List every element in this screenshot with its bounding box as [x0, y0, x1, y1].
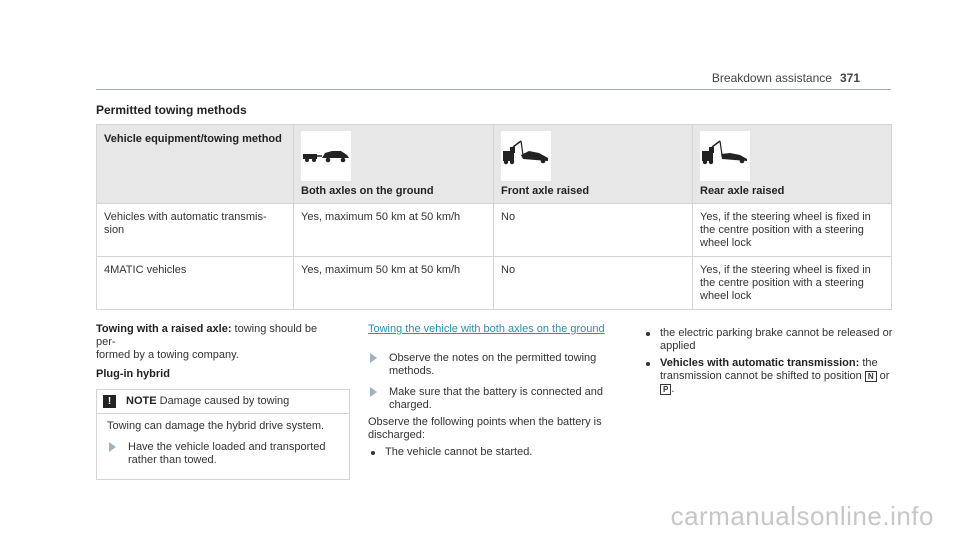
gear-p-key: P [660, 384, 671, 395]
hybrid-heading: Plug-in hybrid [96, 368, 170, 380]
gear-n-key: N [865, 371, 877, 382]
method-label: Both axles on the ground [301, 185, 434, 197]
car-towed-both-axles-icon [301, 131, 351, 181]
step-arrow-icon [370, 387, 377, 397]
note-step [107, 441, 339, 467]
tow-truck-front-raised-icon [501, 131, 551, 181]
method-label: Rear axle raised [700, 185, 785, 197]
warning-icon: ! [103, 395, 116, 408]
cell-both-axles: Yes, maximum 50 km at 50 km/h [294, 204, 494, 257]
header-front-axle-raised [494, 125, 693, 204]
method-label: Front axle raised [501, 185, 590, 197]
list-item [368, 446, 618, 459]
note-text: Towing can damage the hybrid drive system. [107, 420, 325, 432]
towing-methods-table [96, 124, 892, 310]
header-both-axles [294, 125, 494, 204]
column-left [96, 323, 336, 480]
header-rear-axle-raised [693, 125, 892, 204]
running-title: Breakdown assistance [711, 71, 832, 85]
step-text: Observe the notes on the permitted towing methods. [389, 352, 597, 377]
table-row [97, 257, 892, 310]
discharged-intro: Observe the following points when the battery is discharged: [368, 416, 602, 441]
cell-rear-axle: Yes, if the steering wheel is fixed in the centre position with a steering wheel lock [693, 257, 892, 310]
step-arrow-icon [109, 442, 116, 452]
table-row [97, 204, 892, 257]
header-rule [96, 89, 891, 90]
step-text: Make sure that the battery is connected and charged. [389, 386, 604, 411]
bullet-text: Vehicles with automatic transmission: the transmission cannot be shifted to position N or P . [660, 357, 890, 395]
running-header [712, 72, 860, 85]
note-header [97, 390, 349, 414]
bullet-icon [646, 332, 650, 336]
towing-both-axles-link[interactable]: Towing the vehicle with both axles on the ground [368, 323, 605, 335]
header-equipment: Vehicle equipment/towing method [97, 125, 294, 204]
cell-rear-axle: Yes, if the steering wheel is fixed in the centre position with a steering wheel lock [693, 204, 892, 257]
cell-both-axles: Yes, maximum 50 km at 50 km/h [294, 257, 494, 310]
bullet-text: the electric parking brake cannot be released or applied [660, 327, 893, 352]
tow-truck-rear-raised-icon [700, 131, 750, 181]
raised-axle-label: Towing with a raised axle: [96, 323, 232, 335]
cell-equipment: 4MATIC vehicles [97, 257, 294, 310]
watermark: carmanualsonline.info [670, 501, 934, 531]
column-right [643, 323, 893, 400]
list-item [643, 357, 893, 396]
bullet-icon [371, 451, 375, 455]
raised-axle-paragraph [96, 323, 336, 362]
page-number: 371 [839, 71, 860, 85]
note-body [97, 414, 349, 479]
cell-front-axle: No [494, 257, 693, 310]
note-box [96, 389, 350, 480]
step-item [368, 352, 618, 378]
step-arrow-icon [370, 353, 377, 363]
note-title: NOTE [126, 395, 157, 407]
cell-front-axle: No [494, 204, 693, 257]
note-step-text: Have the vehicle loaded and transported rather than towed. [128, 441, 326, 466]
section-title: Permitted towing methods [96, 103, 247, 117]
column-middle [368, 323, 618, 463]
bullet-text: The vehicle cannot be started. [385, 446, 533, 458]
cell-equipment: Vehicles with automatic transmis- sion [97, 204, 294, 257]
step-item [368, 386, 618, 412]
list-item [643, 327, 893, 353]
bullet-icon [646, 362, 650, 366]
raised-axle-text: towing should be per- formed by a towing company. [96, 323, 318, 361]
note-subtitle: Damage caused by towing [159, 395, 290, 407]
table-header-row [97, 125, 892, 204]
